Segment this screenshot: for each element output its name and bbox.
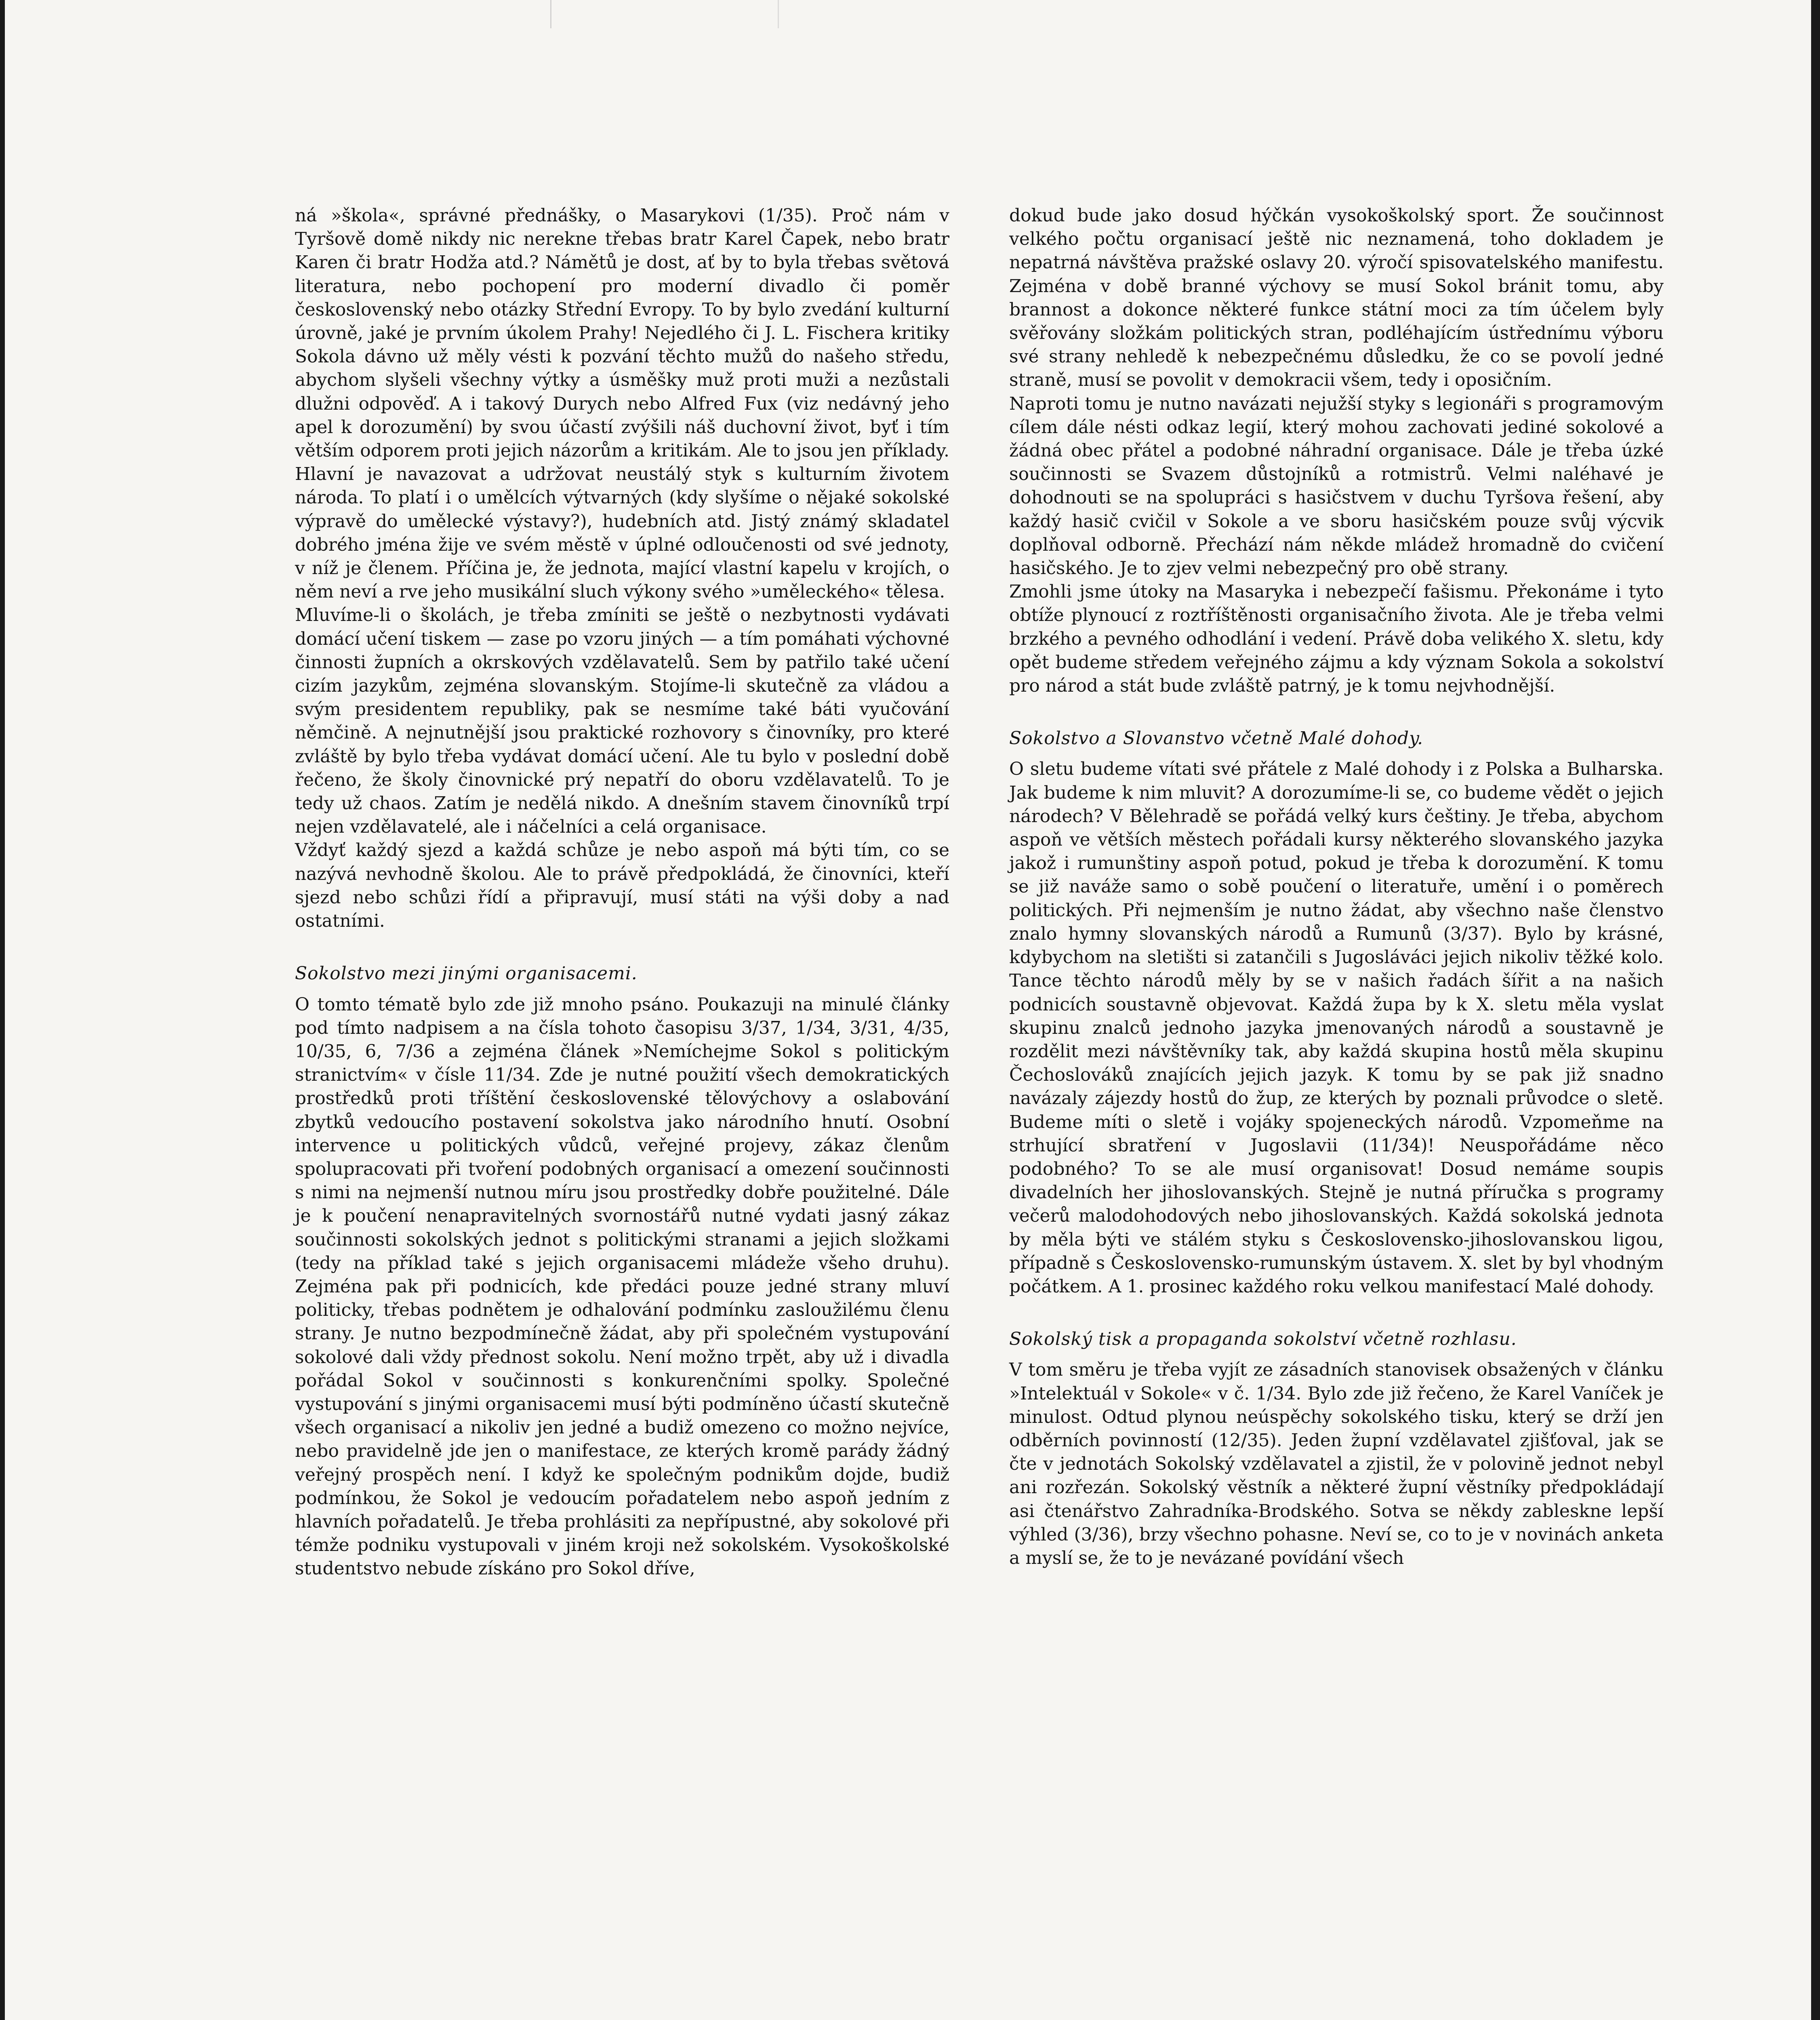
section-heading: Sokolstvo a Slovanstvo včetně Malé dohody. — [1009, 728, 1424, 749]
paragraph: Mluvíme-li o školách, je třeba zmíniti se ještě o nezbytnosti vydávati domácí učení tiskem — zase po vzoru jiných — a tím pomáhati výchovné činnosti župních a okrskových vzdělavatelů. Sem by patřilo také učení cizím jazykům, zejména slovanským. Stojíme-li skutečně za vládou a svým presidentem republiky, pak se nesmíme také báti vyučování němčině. A nejnutnější jsou praktické rozhovory s činovníky, pro které zvláště by bylo třeba vydávat domácí učení. Ale tu bylo v poslední době řečeno, že školy činovnické prý nepatří do oboru vzdělavatelů. To je tedy už chaos. Zatím je nedělá nikdo. A dnešním stavem činovníků trpí nejen vzdělavatelé, ale i náčelníci a celá organisace. — [295, 605, 949, 837]
paragraph: V tom směru je třeba vyjít ze zásadních stanovisek obsažených v článku »Intelektuál v Sokole« v č. 1/34. Bylo zde již řečeno, že Karel Vaníček je minulost. Odtud plynou neúspěchy sokolského tisku, který se drží jen odběrních povinností (12/35). Jeden župní vzdělavatel zjišťoval, jak se čte v jednotách Sokolský vzdělavatel a zjistil, že v polovině jednot nebyl ani rozřezán. Sokolský věstník a některé župní věstníky předpokládají asi čtenářstvo Zahradníka-Brodského. Sotva se někdy zableskne lepší výhled (3/36), brzy všechno pohasne. Neví se, co to je v novinách anketa a myslí se, že to je nevázané povídání všech — [1009, 1359, 1664, 1568]
paragraph: Zmohli jsme útoky na Masaryka i nebezpečí fašismu. Překonáme i tyto obtíže plynoucí z roztříštěnosti organisačního života. Ale je třeba velmi brzkého a pevného odhodlání i vedení. Právě doba velikého X. sletu, kdy opět budeme středem veřejného zájmu a kdy význam Sokola a sokolství pro národ a stát bude zvláště patrný, je k tomu nejvhodnější. — [1009, 581, 1664, 696]
scan-border-left — [0, 0, 5, 2020]
paragraph: Naproti tomu je nutno navázati nejužší styky s legionáři s programovým cílem dále nésti odkaz legií, který mohou zachovati jediné sokolové a žádná obec přátel a podobné náhradní organisace. Dále je třeba úzké součinnosti se Svazem důstojníků a rotmistrů. Velmi naléhavé je dohodnouti se na spolupráci s hasičstvem v duchu Tyršova řešení, aby každý hasič cvičil v Sokole a ve sboru hasičském pouze svůj výcvik doplňoval odborně. Přechází nám někde mládež hromadně do cvičení hasičského. Je to zjev velmi nebezpečný pro obě strany. — [1009, 393, 1664, 579]
paragraph: ná »škola«, správné přednášky, o Masarykovi (1/35). Proč nám v Tyršově domě nikdy nic nerekne třebas bratr Karel Čapek, nebo bratr Karen či bratr Hodža atd.? Námětů je dost, ať by to byla třebas světová literatura, nebo pochopení pro moderní divadlo či poměr československý nebo otázky Střední Evropy. To by bylo zvedání kulturní úrovně, jaké je prvním úkolem Prahy! Nejedlého či J. L. Fischera kritiky Sokola dávno už měly vésti k pozvání těchto mužů do našeho středu, abychom slyšeli všechny výtky a úsměšky muž proti muži a nezůstali dlužni odpověď. A i takový Durych nebo Alfred Fux (viz nedávný jeho apel k dorozumění) by svou účastí zvýšili náš duchovní život, byť i tím větším odporem proti jejich názorům a kritikám. Ale to jsou jen příklady. Hlavní je navazovat a udržovat neustálý styk s kulturním životem národa. To platí i o umělcích výtvarných (kdy slyšíme o nějaké sokolské výpravě do umělecké výstavy?), hudebních atd. Jistý známý skladatel dobrého jména žije ve svém městě v úplné odloučenosti od své jednoty, v níž je členem. Příčina je, že jednota, mající vlastní kapelu v krojích, o něm neví a rve jeho musikální sluch výkony svého »uměleckého« tělesa. — [295, 205, 949, 602]
section-heading: Sokolský tisk a propaganda sokolství včetně rozhlasu. — [1009, 1329, 1517, 1350]
paragraph: dokud bude jako dosud hýčkán vysokoškolský sport. Že součinnost velkého počtu organisací ještě nic neznamená, toho dokladem je nepatrná návštěva pražské oslavy 20. výročí spisovatelského manifestu. Zejména v době branné výchovy se musí Sokol bránit tomu, aby brannost a dokonce některé funkce státní moci za tím účelem byly svěřovány složkám politických stran, podléhajícím ústřednímu výboru své strany nehledě k nebezpečnému důsledku, že co se povolí jedné straně, musí se povolit v demokracii všem, tedy i oposičním. — [1009, 205, 1664, 391]
right-column — [1009, 204, 1664, 1570]
scan-border-right — [1811, 0, 1820, 2020]
paragraph: O sletu budeme vítati své přátele z Malé dohody i z Polska a Bulharska. Jak budeme k nim mluvit? A dorozumíme-li se, co budeme vědět o jejich národech? V Bělehradě se pořádá velký kurs češtiny. Je třeba, abychom aspoň ve větších městech pořádali kursy některého slovanského jazyka jakož i rumunštiny aspoň potud, pokud je třeba k dorozumění. K tomu se již naváže samo o sobě poučení o literatuře, umění i o poměrech politických. Při nejmenším je nutno žádat, aby všechno naše členstvo znalo hymny slovanských národů a Rumunů (3/37). Bylo by krásné, kdybychom na sletišti si zatančili s Jugosláváci jejich nikoliv těžké kolo. Tance těchto národů měly by se v našich řadách šířit a na našich podnicích soustavně objevovat. Každá župa by k X. sletu měla vyslat skupinu znalců jednoho jazyka jmenovaných národů a soustavně je rozdělit mezi návštěvníky tak, aby každá skupina hostů měla skupinu Čechoslováků znajících jejich jazyk. K tomu by se pak již snadno navázaly zájezdy hostů do žup, ze kterých by poznali průvodce o sletě. Budeme míti o sletě i vojáky spojeneckých národů. Vzpomeňme na strhující sbratření v Jugoslavii (11/34)! Neuspořádáme něco podobného? To se ale musí organisovat! Dosud nemáme soupis divadelních her jihoslovanských. Stejně je nutná příručka s programy večerů malodohodových nebo jihoslovanských. Každá sokolská jednota by měla býti ve stálém styku s Československo-jihoslovanskou ligou, případně s Československo-rumunským ústavem. X. slet by byl vhodným počátkem. A 1. prosinec každého roku velkou manifestací Malé dohody. — [1009, 759, 1664, 1297]
left-column — [295, 204, 949, 1581]
paragraph: Vždyť každý sjezd a každá schůze je nebo aspoň má býti tím, co se nazývá nevhodně školou. Ale to právě předpokládá, že činovníci, kteří sjezd nebo schůzi řídí a připravují, musí státi na výši doby a nad ostatními. — [295, 840, 949, 932]
document-page — [5, 0, 1811, 2020]
scan-artifact — [550, 0, 779, 28]
section-heading: Sokolstvo mezi jinými organisacemi. — [295, 963, 638, 984]
paragraph: O tomto tématě bylo zde již mnoho psáno. Poukazuji na minulé články pod tímto nadpisem a na čísla tohoto časopisu 3/37, 1/34, 3/31, 4/35, 10/35, 6, 7/36 a zejména článek »Nemíchejme Sokol s politickým stranictvím« v čísle 11/34. Zde je nutné použití všech demokratických prostředků proti tříštění československé tělovýchovy a oslabování zbytků vedoucího postavení sokolstva jako národního hnutí. Osobní intervence u politických vůdců, veřejné projevy, zákaz členům spolupracovati při tvoření podobných organisací a omezení součinnosti s nimi na nejmenší nutnou míru jsou prostředky dobře použitelné. Dále je k poučení nenapravitelných svornostářů nutné vydati jasný zákaz součinnosti sokolských jednot s politickými stranami a jejich složkami (tedy na příklad také s jejich organisacemi mládeže všeho druhu). Zejména pak při podnicích, kde předáci pouze jedné strany mluví politicky, třebas podnětem je odhalování podmínku zasloužilému členu strany. Je nutno bezpodmínečně žádat, aby při společném vystupování sokolové dali vždy přednost sokolu. Není možno trpět, aby už i divadla pořádal Sokol v součinnosti s konkurenčními spolky. Společné vystupování s jinými organisacemi musí býti podmíněno účastí skutečně všech organisací a nikoliv jen jedné a budiž omezeno co možno nejvíce, nebo pravidelně jde jen o manifestace, ze kterých kromě parády žádný veřejný prospěch není. I když ke společným podnikům dojde, budiž podmínkou, že Sokol je vedoucím pořadatelem nebo aspoň jedním z hlavních pořadatelů. Je třeba prohlásiti za nepřípustné, aby sokolové při témže podniku vystupovali v jiném kroji než sokolském. Vysokoškolské studentstvo nebude získáno pro Sokol dříve, — [295, 994, 949, 1579]
